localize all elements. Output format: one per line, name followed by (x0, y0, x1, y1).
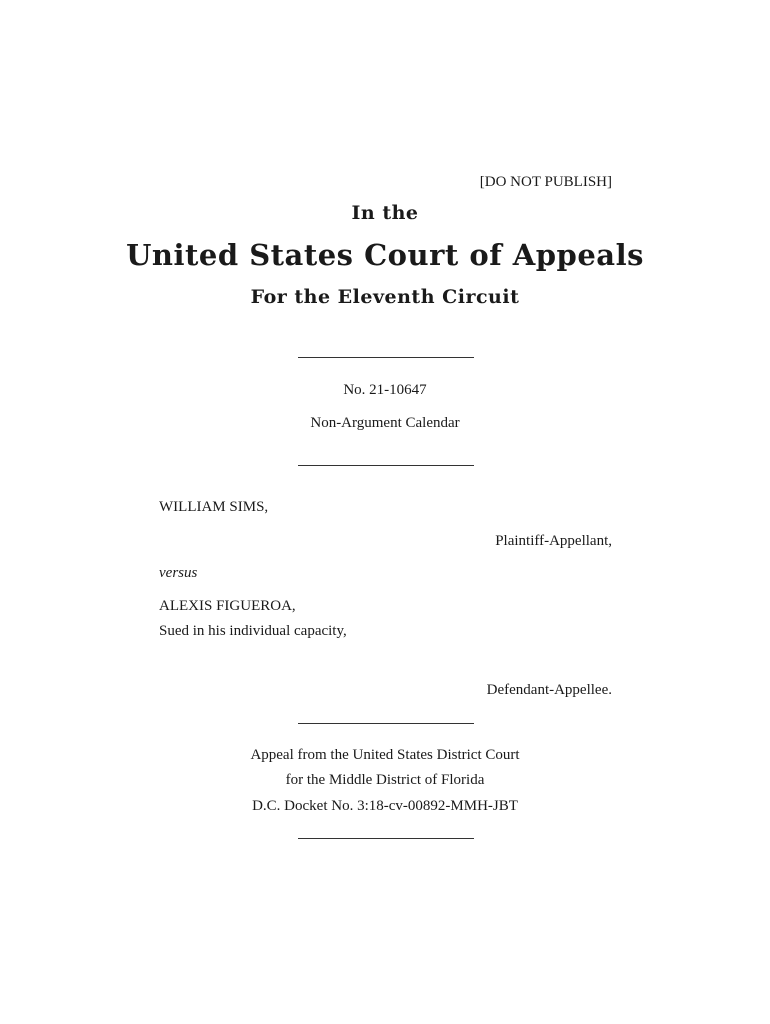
appellee-role: Defendant-Appellee. (486, 682, 612, 698)
appellee-capacity: Sued in his individual capacity, (159, 623, 347, 639)
court-heading-in-the: In the (351, 202, 419, 224)
appellant-name: WILLIAM SIMS, (159, 499, 269, 515)
appellee-name: ALEXIS FIGUEROA, (159, 598, 296, 614)
versus-label: versus (159, 565, 198, 581)
court-name: United States Court of Appeals (126, 238, 644, 272)
court-circuit: For the Eleventh Circuit (250, 286, 520, 308)
calendar-type: Non-Argument Calendar (310, 415, 460, 431)
appeal-district-line: for the Middle District of Florida (285, 772, 485, 788)
divider-rule (298, 838, 474, 839)
divider-rule (298, 357, 474, 358)
divider-rule (298, 465, 474, 466)
case-number: No. 21-10647 (343, 382, 427, 398)
appellant-role: Plaintiff-Appellant, (495, 533, 612, 549)
publication-status: [DO NOT PUBLISH] (479, 174, 612, 190)
appeal-origin-line: Appeal from the United States District Court (250, 747, 520, 763)
divider-rule (298, 723, 474, 724)
district-docket-number: D.C. Docket No. 3:18-cv-00892-MMH-JBT (252, 798, 518, 814)
